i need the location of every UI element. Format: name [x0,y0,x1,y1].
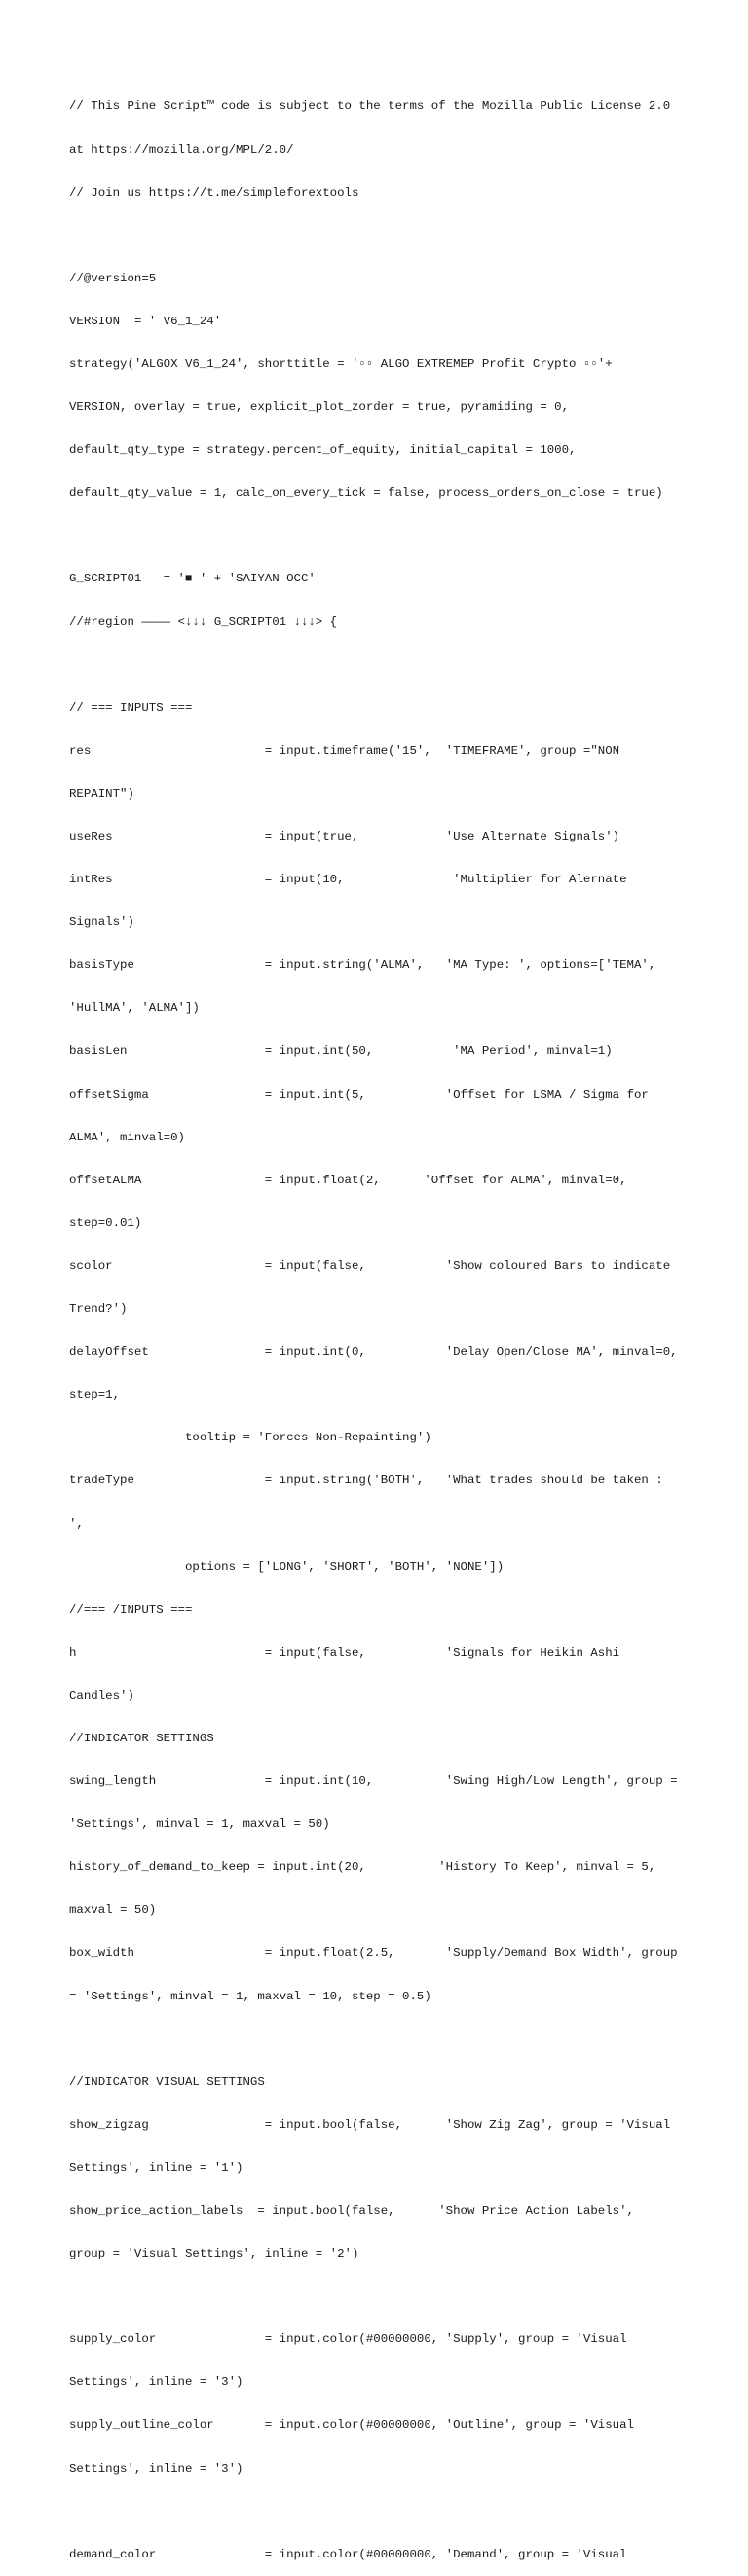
code-line [69,2505,692,2520]
code-line: at https://mozilla.org/MPL/2.0/ [69,142,294,157]
code-line: default_qty_value = 1, calc_on_every_tick = false, process_orders_on_close = true) [69,486,663,501]
code-line: supply_outline_color = input.color(#00000000, 'Outline', group = 'Visual [69,2418,634,2433]
code-line [69,658,692,673]
code-line: //INDICATOR VISUAL SETTINGS [69,2074,265,2089]
code-document [69,71,692,2576]
code-line: ', [69,1516,84,1531]
code-line: basisLen = input.int(50, 'MA Period', minval=1) [69,1044,613,1059]
code-line: options = ['LONG', 'SHORT', 'BOTH', 'NONE']) [69,1559,505,1574]
code-line: delayOffset = input.int(0, 'Delay Open/Close MA', minval=0, [69,1345,678,1360]
code-line: intRes = input(10, 'Multiplier for Alernate [69,873,627,887]
code-line: maxval = 50) [69,1903,157,1918]
code-line: ALMA', minval=0) [69,1130,185,1144]
code-line: 'HullMA', 'ALMA']) [69,1001,200,1016]
code-line: Settings', inline = '3') [69,2375,243,2390]
code-line: default_qty_type = strategy.percent_of_equity, initial_capital = 1000, [69,443,577,458]
code-line: step=0.01) [69,1215,142,1230]
code-line: Signals') [69,915,134,930]
code-line: // Join us https://t.me/simpleforextools [69,185,359,200]
code-line: history_of_demand_to_keep = input.int(20, 'History To Keep', minval = 5, [69,1860,656,1875]
code-line: REPAINT") [69,786,134,801]
code-line: VERSION = ' V6_1_24' [69,314,222,328]
code-line: Trend?') [69,1302,128,1317]
code-line: step=1, [69,1388,121,1402]
code-line: swing_length = input.int(10, 'Swing High/Low Length', group = [69,1774,678,1789]
code-line: supply_color = input.color(#00000000, 'Supply', group = 'Visual [69,2333,627,2347]
code-line: // This Pine Script™ code is subject to the terms of the Mozilla Public License 2.0 [69,99,671,114]
code-line: offsetSigma = input.int(5, 'Offset for LSMA / Sigma for [69,1087,649,1101]
code-line: // === INPUTS === [69,700,193,715]
code-line: 'Settings', minval = 1, maxval = 50) [69,1817,330,1832]
code-line: show_zigzag = input.bool(false, 'Show Zig Zag', group = 'Visual [69,2117,671,2132]
code-line: h = input(false, 'Signals for Heikin Ashi [69,1645,620,1660]
code-line: group = 'Visual Settings', inline = '2') [69,2247,359,2261]
code-line [69,2290,692,2304]
code-line [69,2033,692,2047]
code-line: = 'Settings', minval = 1, maxval = 10, step = 0.5) [69,1989,431,2003]
code-line: offsetALMA = input.float(2, 'Offset for ALMA', minval=0, [69,1173,627,1187]
code-line: //#region ———— <↓↓↓ G_SCRIPT01 ↓↓↓> { [69,615,338,629]
code-line: box_width = input.float(2.5, 'Supply/Demand Box Width', group [69,1946,678,1960]
code-line: Candles') [69,1688,134,1702]
code-line: //@version=5 [69,271,157,285]
code-line: //=== /INPUTS === [69,1602,193,1617]
code-line: show_price_action_labels = input.bool(false, 'Show Price Action Labels', [69,2204,634,2218]
code-line: useRes = input(true, 'Use Alternate Signals') [69,830,620,843]
code-line: tradeType = input.string('BOTH', 'What trades should be taken : [69,1474,663,1488]
code-line: scolor = input(false, 'Show coloured Bars to indicate [69,1258,671,1273]
code-line [69,229,692,243]
code-line: basisType = input.string('ALMA', 'MA Type: ', options=['TEMA', [69,958,656,973]
code-line: demand_color = input.color(#00000000, 'Demand', group = 'Visual [69,2547,627,2561]
code-line [69,529,692,543]
code-line: Settings', inline = '3') [69,2461,243,2476]
code-line: //INDICATOR SETTINGS [69,1731,214,1745]
code-line: strategy('ALGOX V6_1_24', shorttitle = '▫▫ ALGO EXTREMEP Profit Crypto ▫▫'+ [69,356,613,371]
code-line: G_SCRIPT01 = '■ ' + 'SAIYAN OCC' [69,572,316,586]
code-line: VERSION, overlay = true, explicit_plot_zorder = true, pyramiding = 0, [69,400,570,415]
code-line: Settings', inline = '1') [69,2160,243,2175]
code-line: tooltip = 'Forces Non-Repainting') [69,1431,431,1445]
code-line: res = input.timeframe('15', 'TIMEFRAME', group ="NON [69,743,620,758]
